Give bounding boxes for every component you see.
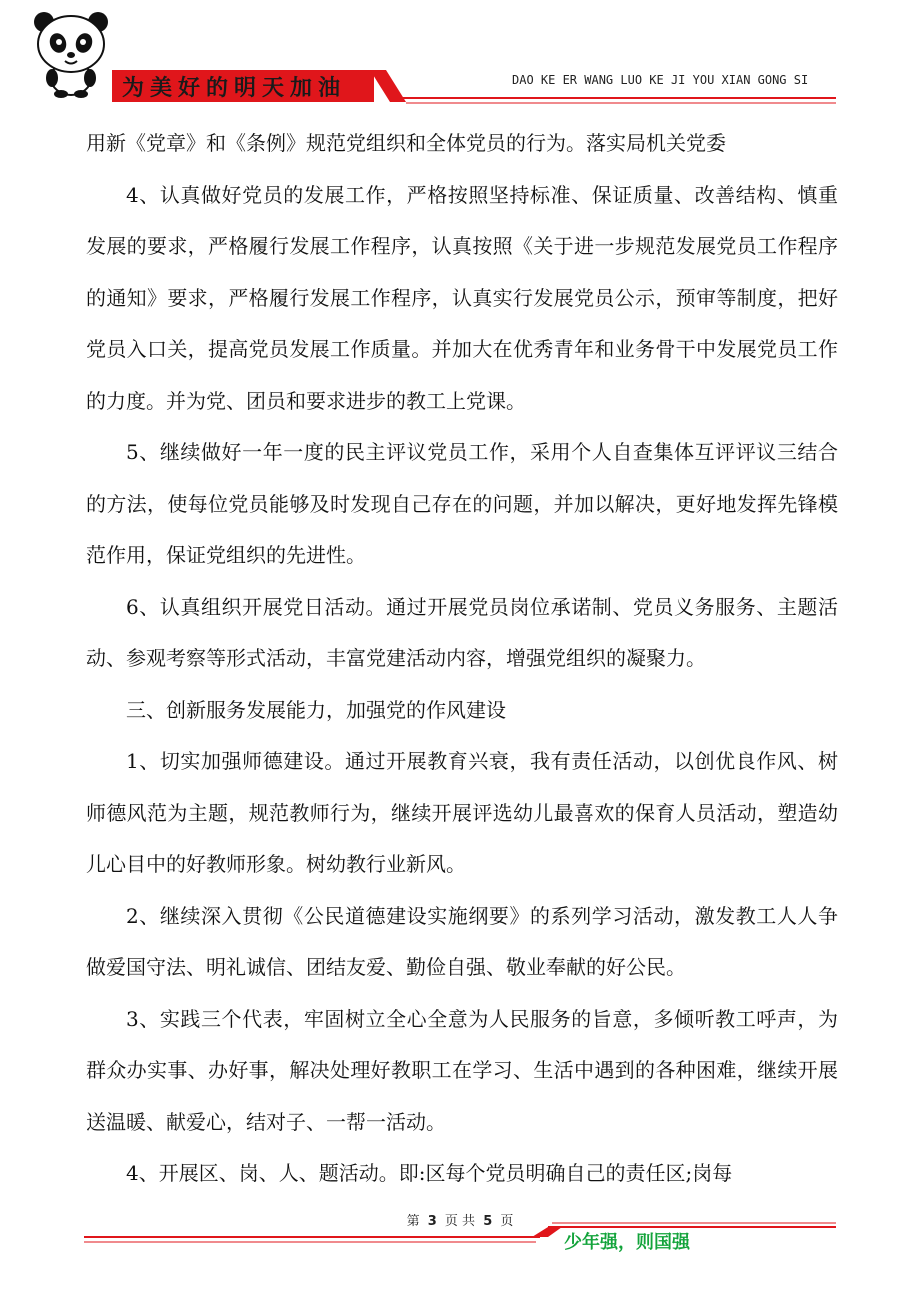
footer-rule <box>0 1215 920 1255</box>
footer-slogan: 少年强，则国强 <box>564 1232 690 1253</box>
paragraph: 3、实践三个代表，牢固树立全心全意为人民服务的旨意，多倾听教工呼声，为群众办实事、办好事，解决处理好教职工在学习、生活中遇到的各种困难，继续开展送温暖、献爱心，结对子、一帮一活动。 <box>86 1006 838 1134</box>
paragraph: 4、开展区、岗、人、题活动。即:区每个党员明确自己的责任区;岗每 <box>126 1161 733 1185</box>
page-prefix: 第 <box>406 1214 420 1229</box>
paragraph: 4、认真做好党员的发展工作，严格按照坚持标准、保证质量、改善结构、慎重发展的要求，严格履行发展工作程序，认真按照《关于进一步规范发展党员工作程序的通知》要求，严格履行发展工作程序，认真实行发展党员公示，预审等制度，把好党员入口关，提高党员发展工作质量。并加大在优秀青年和业务骨干中发展党员工作的力度。并为党、团员和要求进步的教工上党课。 <box>86 182 838 413</box>
paragraph: 6、认真组织开展党日活动。通过开展党员岗位承诺制、党员义务服务、主题活动、参观考察等形式活动，丰富党建活动内容，增强党组织的凝聚力。 <box>86 594 838 670</box>
paragraph: 5、继续做好一年一度的民主评议党员工作，采用个人自查集体互评评议三结合的方法，使每位党员能够及时发现自己存在的问题，并加以解决，更好地发挥先锋模范作用，保证党组织的先进性。 <box>86 440 838 567</box>
paragraph: 1、切实加强师德建设。通过开展教育兴衰，我有责任活动，以创优良作风、树师德风范为主题，规范教师行为，继续开展评选幼儿最喜欢的保育人员活动，塑造幼儿心目中的好教师形象。树幼教行业新风。 <box>86 749 838 876</box>
total-pages: 5 <box>483 1214 493 1229</box>
company-name: DAO KE ER WANG LUO KE JI YOU XIAN GONG SI <box>512 73 809 87</box>
current-page: 3 <box>427 1214 437 1229</box>
page-header <box>0 0 920 110</box>
page-suffix: 页 <box>500 1214 514 1229</box>
document-body <box>86 118 838 1200</box>
page-mid: 页 共 <box>444 1214 476 1229</box>
paragraph: 用新《党章》和《条例》规范党组织和全体党员的行为。落实局机关党委 <box>86 131 726 155</box>
paragraph: 2、继续深入贯彻《公民道德建设实施纲要》的系列学习活动，激发教工人人争做爱国守法、明礼诚信、团结友爱、勤俭自强、敬业奉献的好公民。 <box>86 903 838 979</box>
header-rule <box>0 0 920 110</box>
banner-text: 为美好的明天加油 <box>122 76 347 101</box>
section-heading: 三、创新服务发展能力，加强党的作风建设 <box>126 697 506 722</box>
